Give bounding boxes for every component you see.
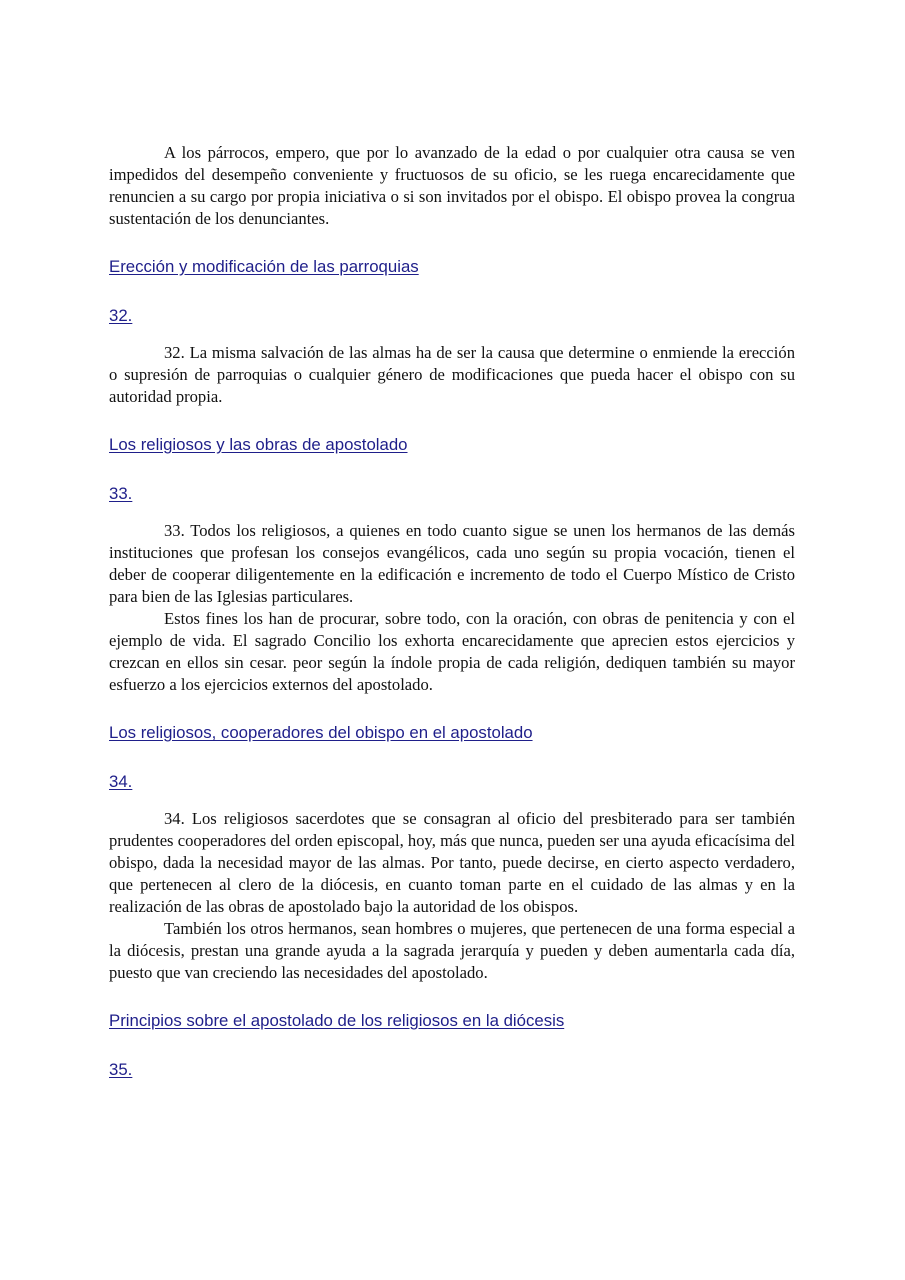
paragraph-34: 34. Los religiosos sacerdotes que se consagran al oficio del presbiterado para ser también prudentes cooperadores del orden episcopal, hoy, más que nunca, pueden ser una ayuda eficacísima del obispo, dada la necesidad mayor de las almas. Por tanto, puede decirse, en cierto aspecto verdadero, que pertenecen al clero de la diócesis, en cuanto toman parte en el cuidado de las almas y en la realización de las obras de apostolado bajo la autoridad de los obispos. [109,809,795,916]
section-number-link-33[interactable]: 33. [109,484,133,503]
paragraph-32: 32. La misma salvación de las almas ha de ser la causa que determine o enmiende la erección o supresión de parroquias o cualquier género de modificaciones que pueda hacer el obispo con su autoridad propia. [109,343,795,406]
section-heading-link-principles-apostolate[interactable]: Principios sobre el apostolado de los religiosos en la diócesis [109,1011,565,1030]
paragraph-34-continued: También los otros hermanos, sean hombres o mujeres, que pertenecen de una forma especial a la diócesis, prestan una grande ayuda a la sagrada jerarquía y pueden y deben aumentarla cada día, puesto que van creciendo las necesidades del apostolado. [109,919,795,982]
section-number-link-35[interactable]: 35. [109,1060,133,1079]
section-number-link-32[interactable]: 32. [109,306,133,325]
section-heading-link-religious-cooperators[interactable]: Los religiosos, cooperadores del obispo en el apostolado [109,723,533,742]
section-heading-link-erection-parishes[interactable]: Erección y modificación de las parroquias [109,257,419,276]
intro-paragraph: A los párrocos, empero, que por lo avanzado de la edad o por cualquier otra causa se ven impedidos del desempeño conveniente y fructuosos de su oficio, se les ruega encarecidamente que renuncien a su cargo por propia iniciativa o si son invitados por el obispo. El obispo provea la congrua sustentación de los denunciantes. [109,143,795,228]
section-number-link-34[interactable]: 34. [109,772,133,791]
paragraph-33-continued: Estos fines los han de procurar, sobre todo, con la oración, con obras de penitencia y con el ejemplo de vida. El sagrado Concilio los exhorta encarecidamente que aprecien estos ejercicios y crezcan en ellos sin cesar. peor según la índole propia de cada religión, dediquen también su mayor esfuerzo a los ejercicios externos del apostolado. [109,609,795,694]
section-heading-link-religious-apostolate[interactable]: Los religiosos y las obras de apostolado [109,435,408,454]
paragraph-33: 33. Todos los religiosos, a quienes en todo cuanto sigue se unen los hermanos de las demás instituciones que profesan los consejos evangélicos, cada uno según su propia vocación, tienen el deber de cooperar diligentemente en la edificación e incremento de todo el Cuerpo Místico de Cristo para bien de las Iglesias particulares. [109,521,795,606]
document-page [109,142,795,1096]
